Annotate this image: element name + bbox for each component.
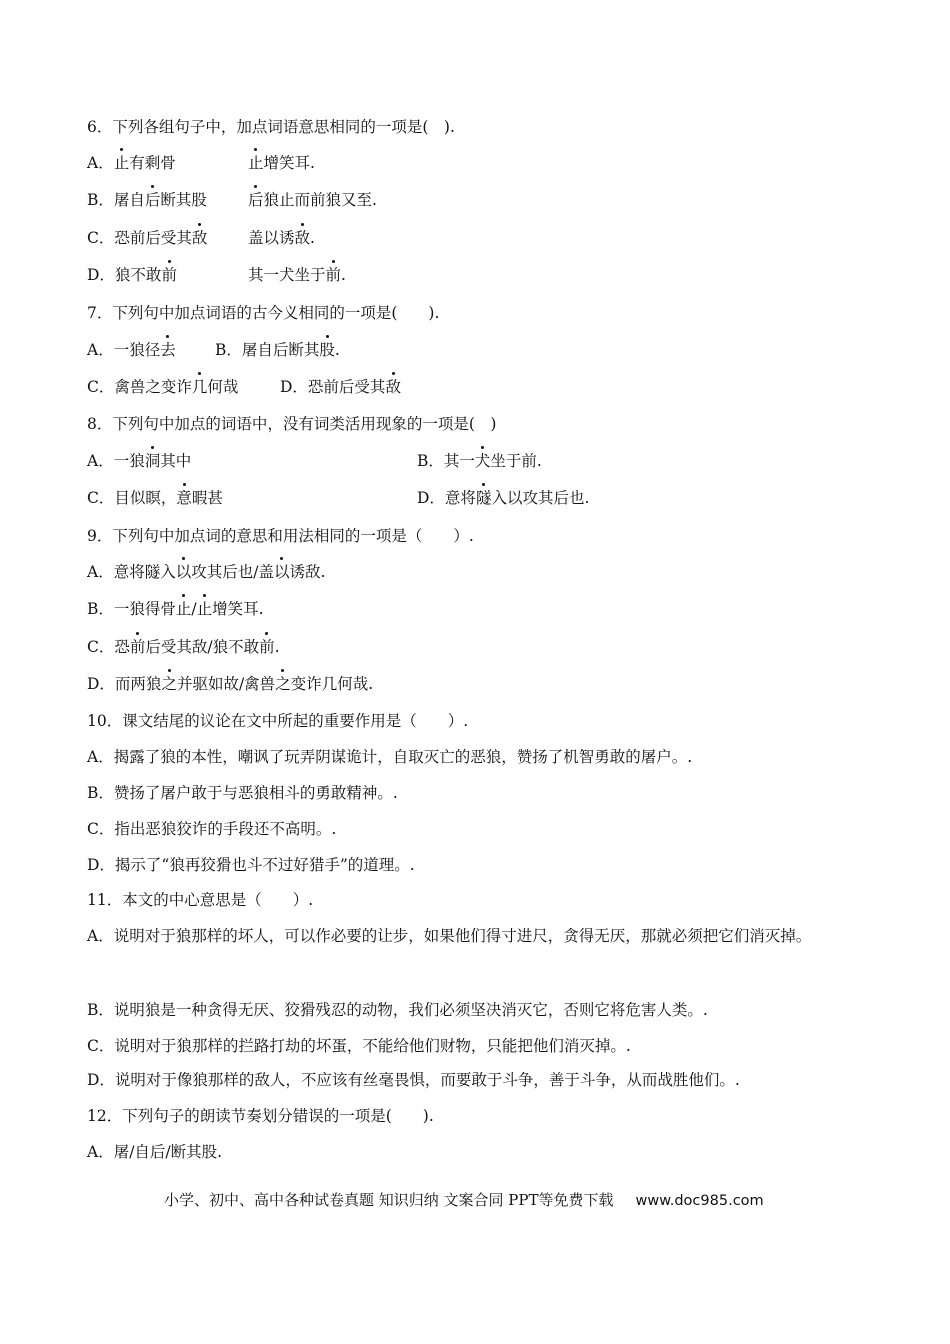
emphasis-dot-word: 敌 [385, 378, 401, 396]
q6-stem: 6．下列各组句子中，加点词语意思相同的一项是( ). [87, 118, 455, 136]
emphasis-dot-word: 犬 [474, 452, 491, 470]
q10-stem: 10．课文结尾的议论在文中所起的重要作用是（ ）. [87, 712, 469, 730]
footer-site-link[interactable]: www.doc985.com [635, 1193, 764, 1209]
q8-option-a: A．一狼洞其中 [87, 452, 192, 470]
q10-option-b: B．赞扬了屠户敢于与恶狼相斗的勇敢精神。. [87, 784, 398, 802]
q7-option-d: D．恐前后受其敌 [280, 378, 401, 396]
q11-option-c: C．说明对于狼那样的拦路打劫的坏蛋，不能给他们财物，只能把他们消灭掉。. [87, 1037, 631, 1055]
q9-option-d: D．而两狼之并驱如故/禽兽之变诈几何哉. [87, 675, 374, 693]
emphasis-dot-word: 意 [176, 489, 192, 507]
q11-option-d: D．说明对于像狼那样的敌人，不应该有丝毫畏惧，而要敢于斗争，善于斗争，从而战胜他们。. [87, 1071, 740, 1089]
emphasis-dot-word: 之 [161, 675, 177, 693]
q11-option-b: B．说明狼是一种贪得无厌、狡猾残忍的动物，我们必须坚决消灭它，否则它将危害人类。. [87, 1001, 708, 1019]
q8-option-c: C．目似瞑，意暇甚 [87, 489, 223, 507]
emphasis-dot-word: 敌 [191, 229, 208, 247]
emphasis-dot-word: 前 [325, 266, 342, 284]
emphasis-dot-word: 隧 [475, 489, 492, 507]
q7-option-a: A．一狼径去 [87, 341, 176, 359]
q6-option-c-left: C．恐前后受其敌 [87, 229, 208, 247]
q10-option-d: D．揭示了“狼再狡猾也斗不过好猎手”的道理。. [87, 856, 415, 874]
footer-text: 小学、初中、高中各种试卷真题 知识归纳 文案合同 PPT等免费下载 [164, 1191, 614, 1209]
emphasis-dot-word: 以 [175, 563, 192, 581]
q6-option-a-right: 止增笑耳. [248, 154, 315, 172]
emphasis-dot-word: 敌 [294, 229, 311, 247]
q11-stem: 11．本文的中心意思是（ ）. [87, 891, 314, 909]
emphasis-dot-word: 止 [248, 154, 264, 172]
emphasis-dot-word: 几 [191, 378, 208, 396]
emphasis-dot-word: 止 [175, 600, 192, 618]
q11-option-a: A．说明对于狼那样的坏人，可以作必要的让步，如果他们得寸进尺，贪得无厌，那就必须把它们消灭掉。 [87, 927, 812, 945]
q8-option-b: B．其一犬坐于前. [417, 452, 542, 470]
q9-option-b: B．一狼得骨止/止增笑耳. [87, 600, 264, 618]
q9-stem: 9．下列句中加点词的意思和用法相同的一项是（ ）. [87, 527, 474, 545]
emphasis-dot-word: 前 [129, 638, 146, 656]
emphasis-dot-word: 止 [113, 154, 130, 172]
page-footer [164, 1190, 764, 1211]
q7-stem: 7．下列句中加点词语的古今义相同的一项是( ). [87, 304, 440, 322]
emphasis-dot-word: 前 [259, 638, 275, 656]
q9-option-a: A．意将隧入以攻其后也/盖以诱敌. [87, 563, 326, 581]
emphasis-dot-word: 洞 [144, 452, 161, 470]
emphasis-dot-word: 前 [161, 266, 177, 284]
q7-option-c: C．禽兽之变诈几何哉 [87, 378, 239, 396]
q8-option-d: D．意将隧入以攻其后也. [417, 489, 590, 507]
q12-stem: 12．下列句子的朗读节奏划分错误的一项是( ). [87, 1107, 434, 1125]
q6-option-a-left: A．止有剩骨 [87, 154, 176, 172]
q8-stem: 8．下列句中加点的词语中，没有词类活用现象的一项是( ) [87, 415, 497, 433]
emphasis-dot-word: 止 [196, 600, 213, 618]
emphasis-dot-word: 股 [319, 341, 335, 359]
emphasis-dot-word: 后 [248, 191, 264, 209]
q6-option-b-left: B．屠自后断其股 [87, 191, 207, 209]
q6-option-c-right: 盖以诱敌. [248, 229, 315, 247]
q12-option-a: A．屠/自后/断其股. [87, 1143, 223, 1161]
emphasis-dot-word: 以 [273, 563, 290, 581]
emphasis-dot-word: 之 [275, 675, 291, 693]
q10-option-a: A．揭露了狼的本性，嘲讽了玩弄阴谋诡计，自取灭亡的恶狼，赞扬了机智勇敢的屠户。. [87, 748, 693, 766]
q6-option-d-right: 其一犬坐于前. [248, 266, 346, 284]
q6-option-d-left: D．狼不敢前 [87, 266, 177, 284]
emphasis-dot-word: 后 [144, 191, 161, 209]
q9-option-c: C．恐前后受其敌/狼不敢前. [87, 638, 280, 656]
emphasis-dot-word: 去 [160, 341, 176, 359]
q10-option-c: C．指出恶狼狡诈的手段还不高明。. [87, 820, 337, 838]
q7-option-b: B．屠自后断其股. [215, 341, 340, 359]
q6-option-b-right: 后狼止而前狼又至. [248, 191, 377, 209]
